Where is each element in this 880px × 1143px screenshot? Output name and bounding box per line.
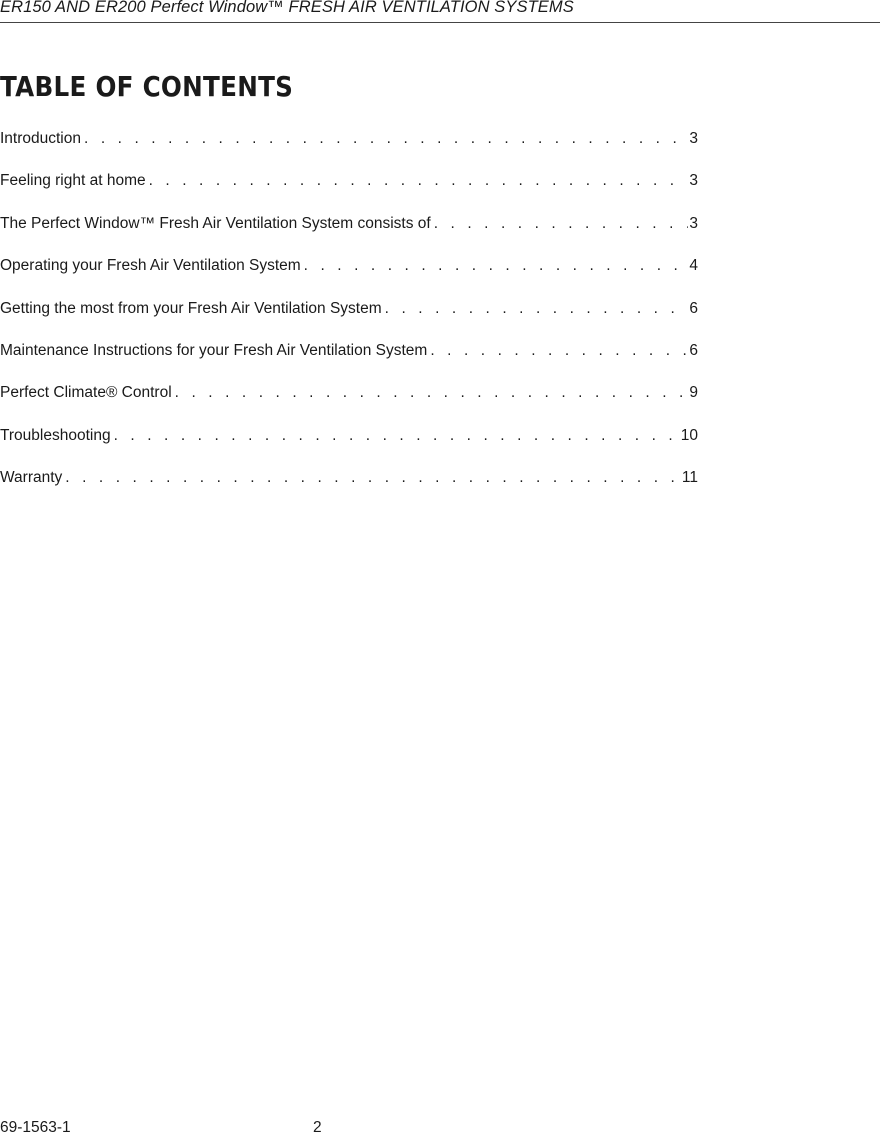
toc-dot-leader (149, 172, 689, 190)
toc-dot-leader (114, 427, 680, 445)
toc-entry-label: Troubleshooting (0, 426, 111, 444)
page-title: TABLE OF CONTENTS (0, 70, 294, 103)
toc-entry-page: 10 (680, 426, 698, 444)
footer-document-number: 69-1563-1 (0, 1119, 71, 1136)
toc-entry-feeling-right-at-home[interactable] (0, 172, 698, 214)
toc-entry-maintenance[interactable] (0, 342, 698, 384)
toc-dot-leader (385, 300, 689, 318)
table-of-contents (0, 130, 698, 512)
toc-dot-leader (430, 342, 688, 360)
toc-dot-leader (175, 384, 689, 402)
toc-dot-leader (84, 130, 688, 148)
toc-dot-leader (65, 469, 681, 487)
toc-entry-page: 3 (689, 172, 698, 190)
toc-entry-page: 9 (689, 384, 698, 402)
toc-entry-label: Maintenance Instructions for your Fresh Air Ventilation System (0, 341, 428, 359)
toc-entry-label: Feeling right at home (0, 172, 146, 190)
toc-entry-introduction[interactable] (0, 130, 698, 172)
toc-entry-page: 3 (689, 214, 698, 232)
toc-entry-label: Getting the most from your Fresh Air Ventilation System (0, 299, 382, 317)
toc-entry-page: 6 (689, 299, 698, 317)
toc-entry-page: 4 (689, 257, 698, 275)
toc-entry-getting-the-most[interactable] (0, 300, 698, 342)
toc-entry-operating[interactable] (0, 257, 698, 299)
footer-page-number: 2 (313, 1119, 322, 1136)
toc-entry-page: 3 (689, 130, 698, 147)
toc-entry-label: Operating your Fresh Air Ventilation System (0, 257, 301, 275)
toc-entry-label: The Perfect Window™ Fresh Air Ventilation System consists of (0, 214, 431, 232)
toc-entry-page: 11 (681, 469, 698, 487)
toc-dot-leader (434, 215, 689, 233)
toc-entry-label: Warranty (0, 469, 63, 487)
toc-entry-troubleshooting[interactable] (0, 427, 698, 469)
toc-entry-perfect-climate-control[interactable] (0, 384, 698, 426)
toc-entry-label: Perfect Climate® Control (0, 384, 172, 402)
toc-entry-system-consists-of[interactable] (0, 215, 698, 257)
toc-dot-leader (304, 257, 689, 275)
toc-entry-label: Introduction (0, 130, 81, 147)
running-header-title: ER150 AND ER200 Perfect Window™ FRESH AIR VENTILATION SYSTEMS (0, 0, 574, 16)
running-header (0, 0, 880, 23)
toc-entry-page: 6 (689, 341, 698, 359)
toc-entry-warranty[interactable] (0, 469, 698, 511)
